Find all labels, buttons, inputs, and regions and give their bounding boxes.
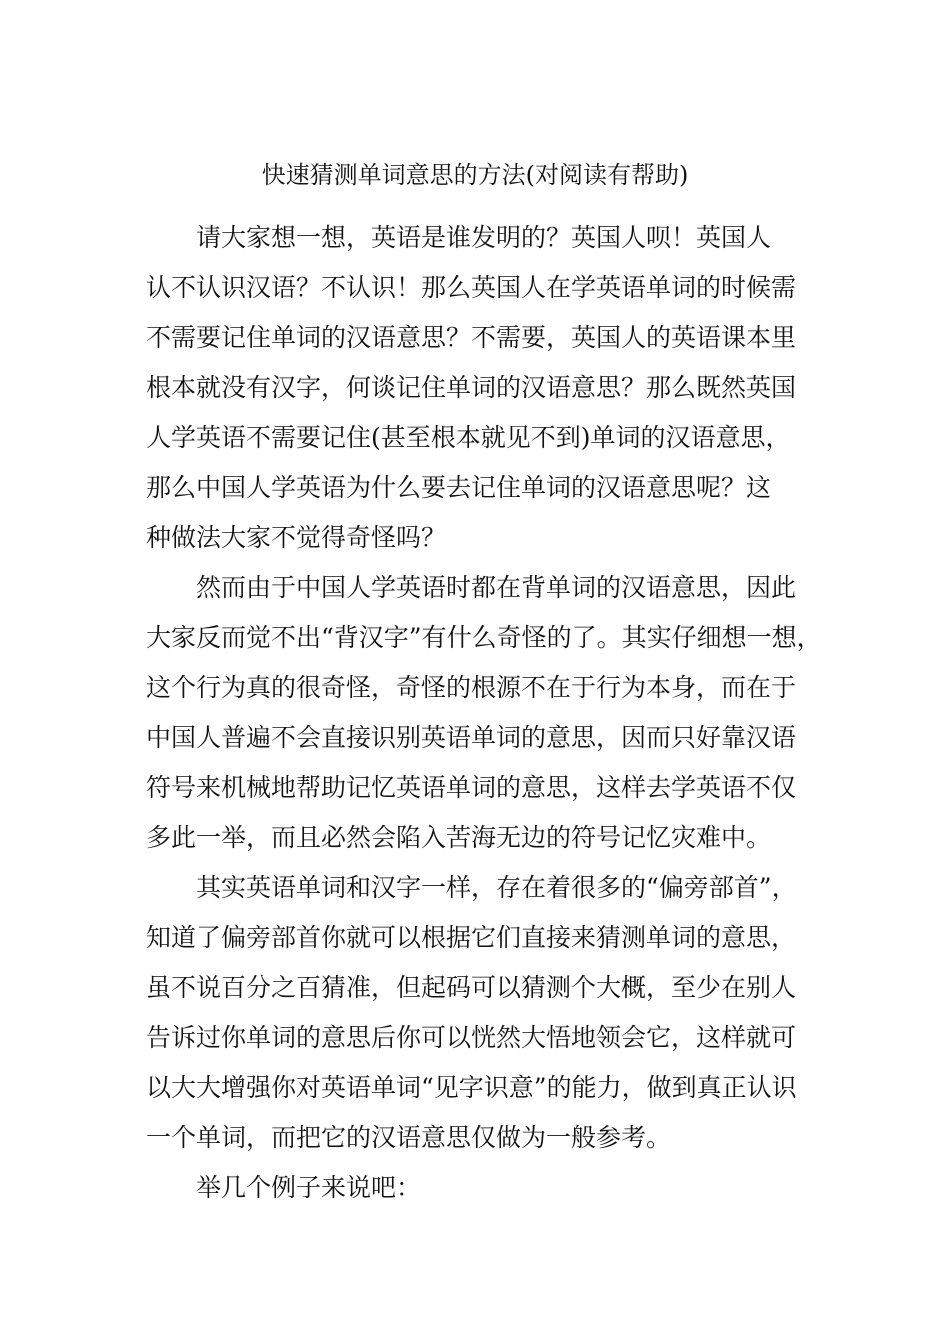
paragraph-2-line-5: 符号来机械地帮助记忆英语单词的意思，这样去学英语不仅 [146, 773, 797, 802]
paragraph-4-line-1: 举几个例子来说吧： [196, 1173, 422, 1202]
paragraph-1-line-6: 那么中国人学英语为什么要去记住单词的汉语意思呢？这 [146, 473, 772, 502]
paragraph-2-line-2: 大家反而觉不出“背汉字”有什么奇怪的了。其实仔细想一想， [146, 623, 822, 652]
paragraph-3-line-4: 告诉过你单词的意思后你可以恍然大悟地领会它，这样就可 [146, 1023, 797, 1052]
document-title: 快速猜测单词意思的方法(对阅读有帮助) [261, 161, 689, 189]
paragraph-1-line-5: 人学英语不需要记住(甚至根本就见不到)单词的汉语意思， [146, 423, 791, 452]
paragraph-3-line-5: 以大大增强你对英语单词“见字识意”的能力，做到真正认识 [146, 1073, 797, 1102]
paragraph-2-line-6: 多此一举，而且必然会陷入苦海无边的符号记忆灾难中。 [146, 823, 772, 852]
paragraph-1-line-2: 认不认识汉语？不认识！那么英国人在学英语单词的时候需 [146, 273, 797, 302]
paragraph-2-line-4: 中国人普遍不会直接识别英语单词的意思，因而只好靠汉语 [146, 723, 797, 752]
paragraph-2-line-1: 然而由于中国人学英语时都在背单词的汉语意思，因此 [196, 573, 797, 602]
paragraph-3-line-3: 虽不说百分之百猜准，但起码可以猜测个大概，至少在别人 [146, 973, 797, 1002]
paragraph-1-line-3: 不需要记住单词的汉语意思？不需要，英国人的英语课本里 [146, 323, 797, 352]
paragraph-3-line-1: 其实英语单词和汉字一样，存在着很多的“偏旁部首”， [196, 873, 797, 902]
paragraph-3-line-2: 知道了偏旁部首你就可以根据它们直接来猜测单词的意思， [146, 923, 797, 952]
paragraph-1-line-4: 根本就没有汉字，何谈记住单词的汉语意思？那么既然英国 [146, 373, 797, 402]
paragraph-3-line-6: 一个单词，而把它的汉语意思仅做为一般参考。 [146, 1123, 672, 1152]
paragraph-1-line-1: 请大家想一想，英语是谁发明的？英国人呗！英国人 [196, 223, 772, 252]
paragraph-2-line-3: 这个行为真的很奇怪，奇怪的根源不在于行为本身，而在于 [146, 673, 797, 702]
paragraph-1-line-7: 种做法大家不觉得奇怪吗？ [146, 523, 447, 552]
